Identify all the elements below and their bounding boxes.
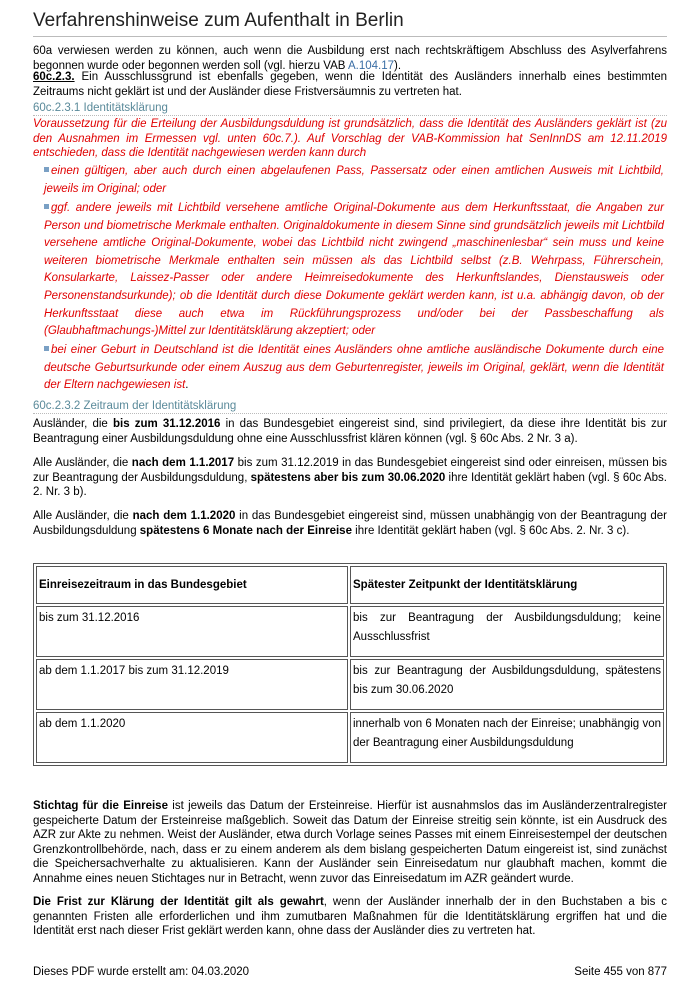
list-item — [44, 163, 664, 198]
bullet-text: einen gültigen, aber auch durch einen abgelaufenen Pass, Passersatz oder einen amtlichen Ausweis mit Lichtbild, jeweils im Original; oder — [44, 165, 664, 195]
section-number: 60c.2.3. — [33, 71, 75, 83]
footer-page-number: Seite 455 von 877 — [574, 966, 667, 978]
table-cell: bis zur Beantragung der Ausbildungsduldung; keine Ausschlussfrist — [350, 606, 664, 657]
list-item — [44, 342, 664, 395]
bullet-icon — [44, 204, 49, 209]
paragraph-ab-2017: Alle Ausländer, die nach dem 1.1.2017 bis zum 31.12.2019 in das Bundesgebiet eingereist sind oder einreisen, müssen bis zur Beantragung der Ausbildungsduldung, spätestens aber bis zum 30.06.2020 ihre Identität geklärt haben (vgl. § 60c Abs. 2. Nr. 3 b). — [33, 457, 667, 498]
table-row — [36, 606, 664, 657]
red-intro-paragraph: Voraussetzung für die Erteilung der Ausbildungsduldung ist grundsätzlich, dass die Identität des Ausländers geklärt ist (zu den Ausnahmen im Ermessen vgl. unten 60c.7.). Auf Vorschlag der VAB-Kommission hat SenInnDS am 12.11.2019 entschieden, dass die Identität nachgewiesen werden kann durch — [33, 118, 667, 159]
table-cell: innerhalb von 6 Monaten nach der Einreise; unabhängig von der Beantragung einer Ausbildungsduldung — [350, 712, 664, 763]
section-heading-zeitraum: 60c.2.3.2 Zeitraum der Identitätsklärung — [33, 400, 667, 414]
paragraph-bis-2016: Ausländer, die bis zum 31.12.2016 in das Bundesgebiet eingereist sind, sind privilegiert, da diese ihre Identität bis zur Beantragung einer Ausbildungsduldung ohne eine Ausschlussfrist klären können (vgl. § 60c Abs. 2 Nr. 3 a). — [33, 418, 667, 445]
table-header-row — [36, 566, 664, 604]
table-header-cell: Spätester Zeitpunkt der Identitätsklärung — [350, 566, 664, 604]
table-row — [36, 659, 664, 710]
intro-paragraph — [33, 44, 667, 73]
list-item — [44, 200, 664, 341]
intro-text: 60a verwiesen werden zu können, auch wenn die Ausbildung erst nach rechtskräftigem Abschluss des Asylverfahrens begonnen wurde oder begonnen werden soll (vgl. hierzu VAB — [33, 45, 667, 72]
vab-link[interactable]: A.104.17 — [347, 59, 395, 72]
table-header-cell: Einreisezeitraum in das Bundesgebiet — [36, 566, 348, 604]
bullet-text: bei einer Geburt in Deutschland ist die Identität eines Ausländers ohne amtliche ausländische Dokumente durch eine deutsche Geburtsurkunde oder einem Auszug aus dem Geburtenregister, jeweils im Original, geklärt, wenn die Identität der Eltern nachgewiesen ist — [44, 344, 664, 392]
table-cell: bis zur Beantragung der Ausbildungsduldung, spätestens bis zum 30.06.2020 — [350, 659, 664, 710]
table-cell: bis zum 31.12.2016 — [36, 606, 348, 657]
paragraph-60c-2-3 — [33, 70, 667, 99]
paragraph-text: Ein Ausschlussgrund ist ebenfalls gegeben, wenn die Identität des Ausländers innerhalb eines bestimmten Zeitraums nicht geklärt ist und der Ausländer diese Fristversäumnis zu vertreten hat. — [33, 71, 667, 98]
bullet-icon — [44, 346, 49, 351]
bullet-text: ggf. andere jeweils mit Lichtbild versehene amtliche Original-Dokumente aus dem Herkunftsstaat, die Angaben zur Person und biometrische Merkmale enthalten. Originaldokumente in diesem Sinne sind grundsätzlich jeweils mit Lichtbild versehene amtliche Original-Dokumente, wobei das Lichtbild nicht zwingend „maschinenlesbar“ sein muss und keine weiteren biometrische Merkmale enthalten sein müssen als das Lichtbild selbst (z.B. Wehrpass, Führerschein, Konsularkarte, Laissez-Passer oder andere Heimreisedokumente des Herkunftslandes, Dienstausweis oder Personenstandsurkunde); ob die Identität durch diese Dokumente geklärt werden kann, ist u.a. abhängig davon, ob der Herkunftsstaat diese auch etwa im Rückführungsprozess und/oder bei der Passbeschaffung als (Glaubhaftmachungs-)Mittel zur Identitätsklärung akzeptiert; oder — [44, 202, 664, 338]
intro-after: ). — [394, 59, 402, 72]
page-title: Verfahrenshinweise zum Aufenthalt in Berlin — [33, 10, 667, 37]
table-row — [36, 712, 664, 763]
paragraph-stichtag: Stichtag für die Einreise ist jeweils das Datum der Ersteinreise. Hierfür ist ausnahmslos das im Ausländerzentralregister gespeicherte Datum der Ersteinreise maßgeblich. Soweit das Datum der Einreise streitig sein könnte, ist ein Ausdruck des AZR zur Akte zu nehmen. Weist der Ausländer, etwa durch Vorlage seines Passes mit einem Einreisestempel der deutschen Grenzkontrollbehörde, nach, dass er zu einem anderem als dem bislang gespeicherten Datum eingereist ist, sind zunächst die Speichersachverhalte zu aktualisieren. Kann der Ausländer sein Einreisedatum nur glaubhaft machen, kommt die Annahme eines neuen Stichtages nur in Betracht, wenn zuvor das Einreisedatum im AZR geändert wurde. — [33, 800, 667, 885]
table-cell: ab dem 1.1.2020 — [36, 712, 348, 763]
bullet-end: . — [185, 379, 189, 392]
paragraph-ab-2020: Alle Ausländer, die nach dem 1.1.2020 in das Bundesgebiet eingereist sind, müssen unabhängig von der Beantragung der Ausbildungsduldung spätestens 6 Monate nach der Einreise ihre Identität geklärt haben (vgl. § 60c Abs. 2. Nr. 3 c). — [33, 510, 667, 537]
paragraph-frist: Die Frist zur Klärung der Identität gilt als gewahrt, wenn der Ausländer innerhalb der in den Buchstaben a bis c genannten Fristen alle erforderlichen und ihm zumutbaren Maßnahmen für die Identitätsklärung ergriffen hat und die Identität erst nach dieser Frist geklärt werden kann, ohne dass der Ausländer dies zu vertreten hat. — [33, 896, 668, 937]
table-cell: ab dem 1.1.2017 bis zum 31.12.2019 — [36, 659, 348, 710]
identity-deadline-table — [33, 563, 667, 766]
bullet-icon — [44, 167, 49, 172]
footer-created-date: Dieses PDF wurde erstellt am: 04.03.2020 — [33, 966, 250, 978]
section-heading-identitaetsklaerung: 60c.2.3.1 Identitätsklärung — [33, 102, 667, 116]
